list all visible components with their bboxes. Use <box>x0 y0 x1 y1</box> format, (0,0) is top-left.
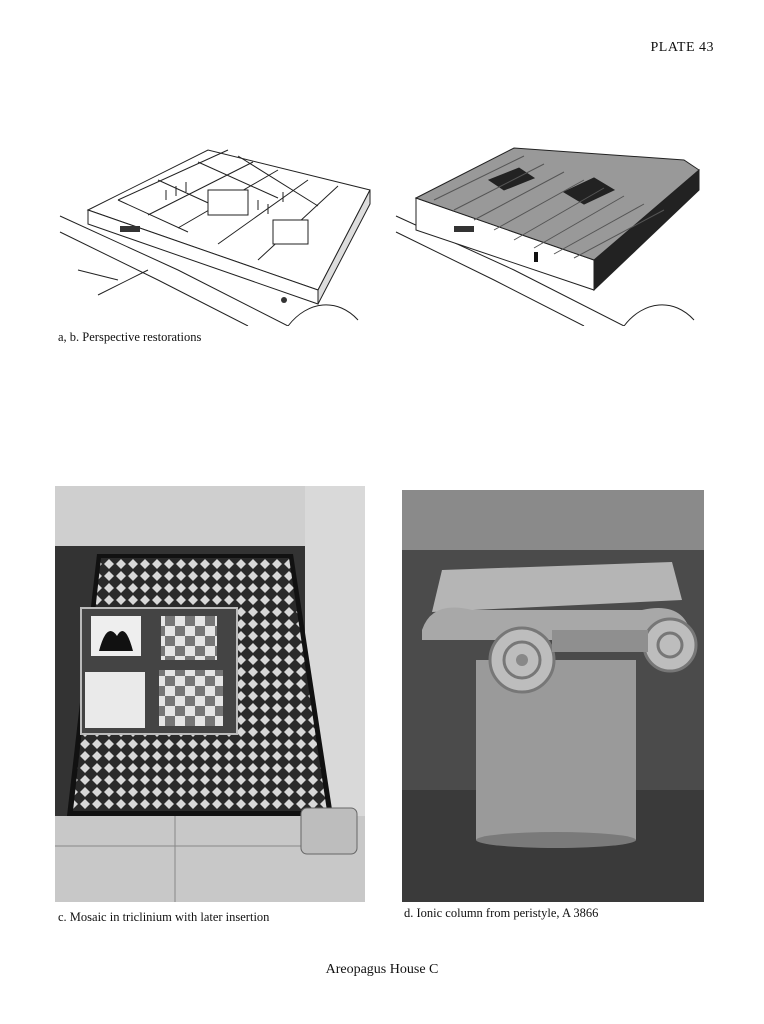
caption-figures-ab: a, b. Perspective restorations <box>58 330 202 344</box>
figure-a-perspective-plan <box>58 120 374 326</box>
figure-d-ionic-column-photo <box>402 490 704 902</box>
page-title: Areopagus House C <box>325 962 439 977</box>
figure-c-mosaic-photo <box>55 486 365 902</box>
figure-b-perspective-roofed <box>394 120 704 326</box>
plate-number: PLATE 43 <box>650 40 714 55</box>
caption-figure-c: c. Mosaic in triclinium with later insertion <box>58 910 270 924</box>
caption-figure-d: d. Ionic column from peristyle, A 3866 <box>404 906 599 920</box>
